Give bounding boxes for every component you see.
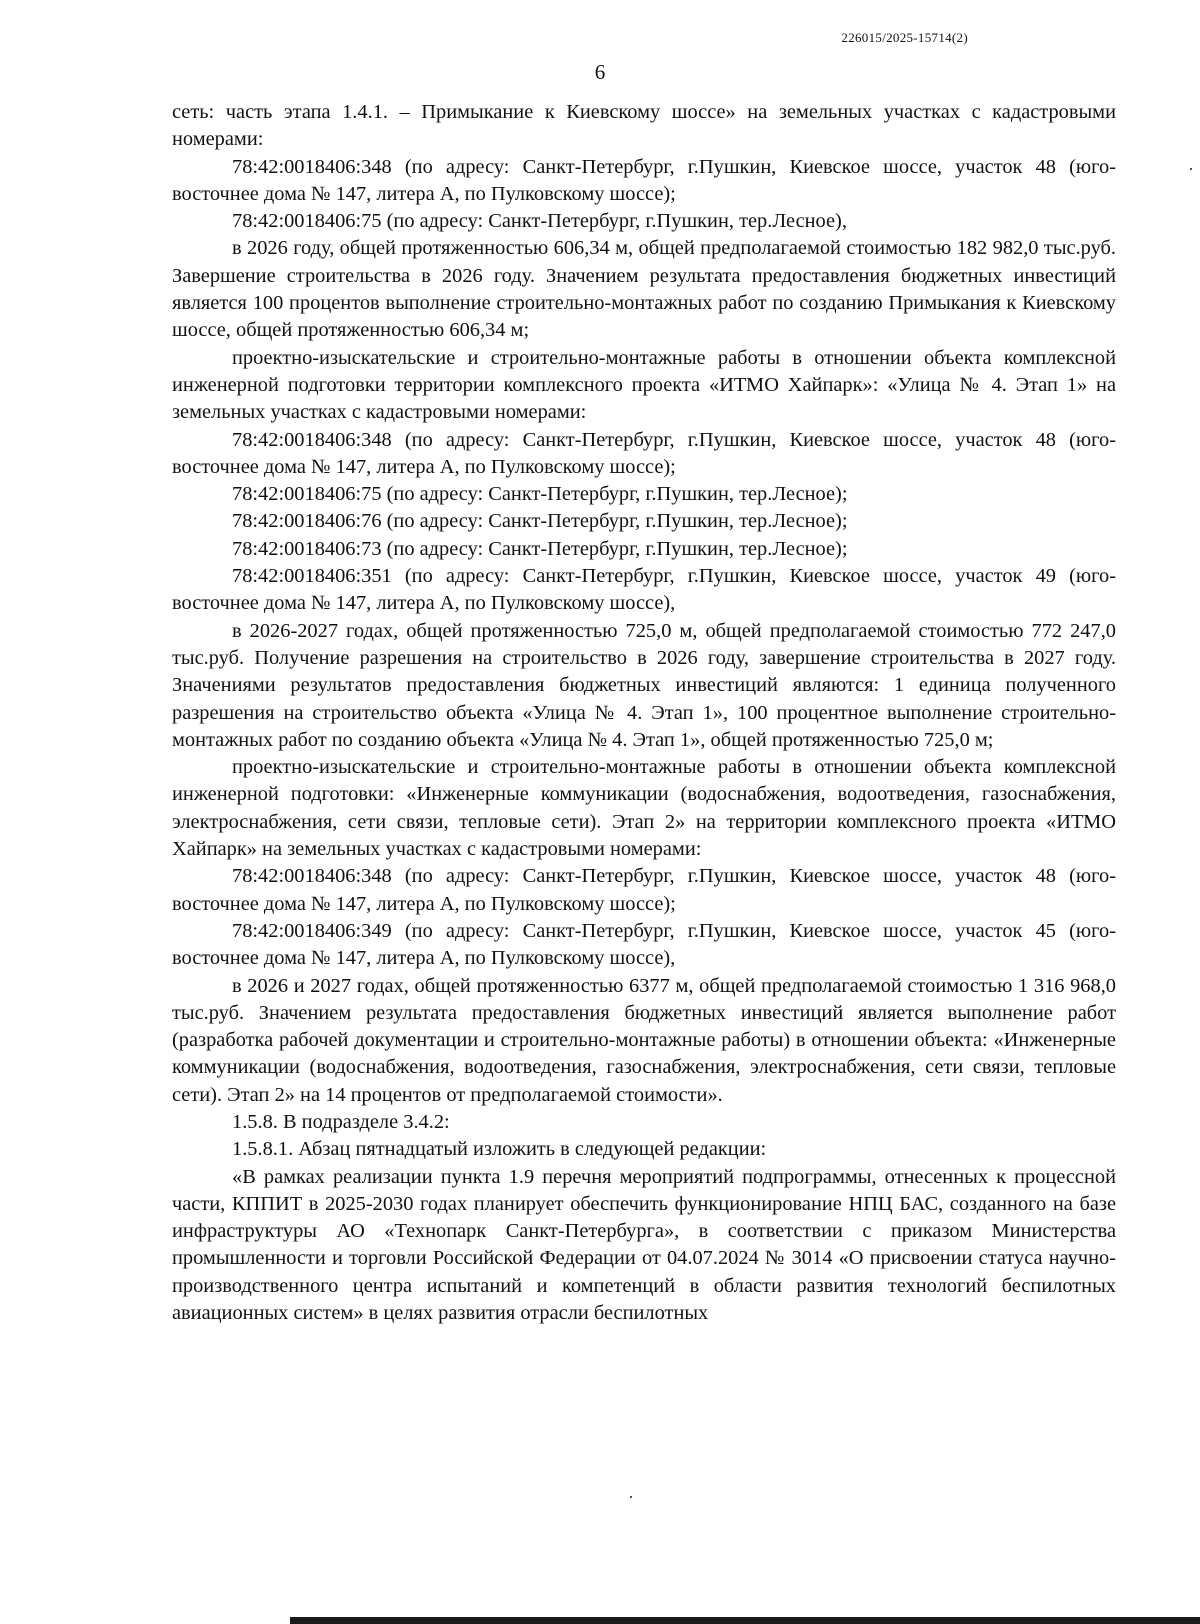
paragraph: проектно-изыскательские и строительно-монтажные работы в отношении объекта комплексной инженерной подготовки: «Инженерные коммуникации (водоснабжения, водоотведения, газоснабжения, электроснабжения, сети связи, тепловые сети). Этап 2» на территории комплексного проекта «ИТМО Хайпарк» на земельных участках с кадастровыми номерами: xyxy=(172,756,1116,861)
paragraph: 78:42:0018406:351 (по адресу: Санкт-Петербург, г.Пушкин, Киевское шоссе, участок 49 (юго-восточнее дома № 147, литера А, по Пулковскому шоссе), xyxy=(172,565,1116,615)
paragraph: 78:42:0018406:75 (по адресу: Санкт-Петербург, г.Пушкин, тер.Лесное), xyxy=(232,210,847,233)
paragraph: в 2026-2027 годах, общей протяженностью 725,0 м, общей предполагаемой стоимостью 772 247,0 тыс.руб. Получение разрешения на строительство в 2026 году, завершение строительства в 2027 году. Значениями результатов предоставления бюджетных инвестиций являются: 1 единица полученного разрешения на строительство объекта «Улица № 4. Этап 1», 100 процентное выполнение строительно-монтажных работ по созданию объекта «Улица № 4. Этап 1», общей протяженностью 725,0 м; xyxy=(172,619,1116,751)
paragraph: сеть: часть этапа 1.4.1. – Примыкание к Киевскому шоссе» на земельных участках с кадастровыми номерами: xyxy=(172,101,1116,151)
paragraph: 78:42:0018406:349 (по адресу: Санкт-Петербург, г.Пушкин, Киевское шоссе, участок 45 (юго-восточнее дома № 147, литера А, по Пулковскому шоссе), xyxy=(172,919,1116,970)
paragraph: 78:42:0018406:348 (по адресу: Санкт-Петербург, г.Пушкин, Киевское шоссе, участок 48 (юго-восточнее дома № 147, литера А, по Пулковскому шоссе); xyxy=(172,428,1116,478)
paragraph: проектно-изыскательские и строительно-монтажные работы в отношении объекта комплексной инженерной подготовки территории комплексного проекта «ИТМО Хайпарк»: «Улица № 4. Этап 1» на земельных участках с кадастровыми номерами: xyxy=(172,346,1116,424)
paragraph: в 2026 и 2027 годах, общей протяженностью 6377 м, общей предполагаемой стоимостью 1 316 968,0 тыс.руб. Значением результата предоставления бюджетных инвестиций является выполнение работ (разработка рабочей документации и строительно-монтажные работы) в отношении объекта: «Инженерные коммуникации (водоснабжения, водоотведения, газоснабжения, электроснабжения, сети связи, тепловые сети). Этап 2» на 14 процентов от предполагаемой стоимости». xyxy=(172,974,1116,1106)
paragraph: «В рамках реализации пункта 1.9 перечня мероприятий подпрограммы, отнесенных к процессной части, КППИТ в 2025-2030 годах планирует обеспечить функционирование НПЦ БАС, созданного на базе инфраструктуры АО «Технопарк Санкт-Петербурга», в соответствии с приказом Министерства промышленности и торговли Российской Федерации от 04.07.2024 № 3014 «О присвоении статуса научно-производственного центра испытаний и компетенций в области развития технологий беспилотных авиационных систем» в целях развития отрасли беспилотных xyxy=(172,1165,1116,1325)
paragraph: 78:42:0018406:75 (по адресу: Санкт-Петербург, г.Пушкин, тер.Лесное); xyxy=(232,483,848,506)
paragraph: 1.5.8.1. Абзац пятнадцатый изложить в следующей редакции: xyxy=(232,1138,767,1161)
paragraph: в 2026 году, общей протяженностью 606,34 м, общей предполагаемой стоимостью 182 982,0 тыс.руб. Завершение строительства в 2026 году. Значением результата предоставления бюджетных инвестиций является 100 процентов выполнение строительно-монтажных работ по созданию Примыкания к Киевскому шоссе, общей протяженностью 606,34 м; xyxy=(172,237,1116,342)
paragraph: 78:42:0018406:73 (по адресу: Санкт-Петербург, г.Пушкин, тер.Лесное); xyxy=(232,537,848,560)
document-registration-number: 226015/2025-15714(2) xyxy=(841,30,968,45)
paragraph: 78:42:0018406:348 (по адресу: Санкт-Петербург, г.Пушкин, Киевское шоссе, участок 48 (юго-восточнее дома № 147, литера А, по Пулковскому шоссе); xyxy=(172,865,1116,915)
paragraph: 1.5.8. В подразделе 3.4.2: xyxy=(232,1110,450,1133)
paragraph: 78:42:0018406:348 (по адресу: Санкт-Петербург, г.Пушкин, Киевское шоссе, участок 48 (юго-восточнее дома № 147, литера А, по Пулковскому шоссе); xyxy=(172,155,1116,205)
scan-artifact xyxy=(1190,168,1192,170)
scan-bottom-edge xyxy=(290,1617,1200,1624)
paragraph: 78:42:0018406:76 (по адресу: Санкт-Петербург, г.Пушкин, тер.Лесное); xyxy=(232,510,848,533)
page-number: 6 xyxy=(594,60,606,84)
document-body xyxy=(172,99,1116,1327)
scan-artifact xyxy=(630,1496,632,1498)
